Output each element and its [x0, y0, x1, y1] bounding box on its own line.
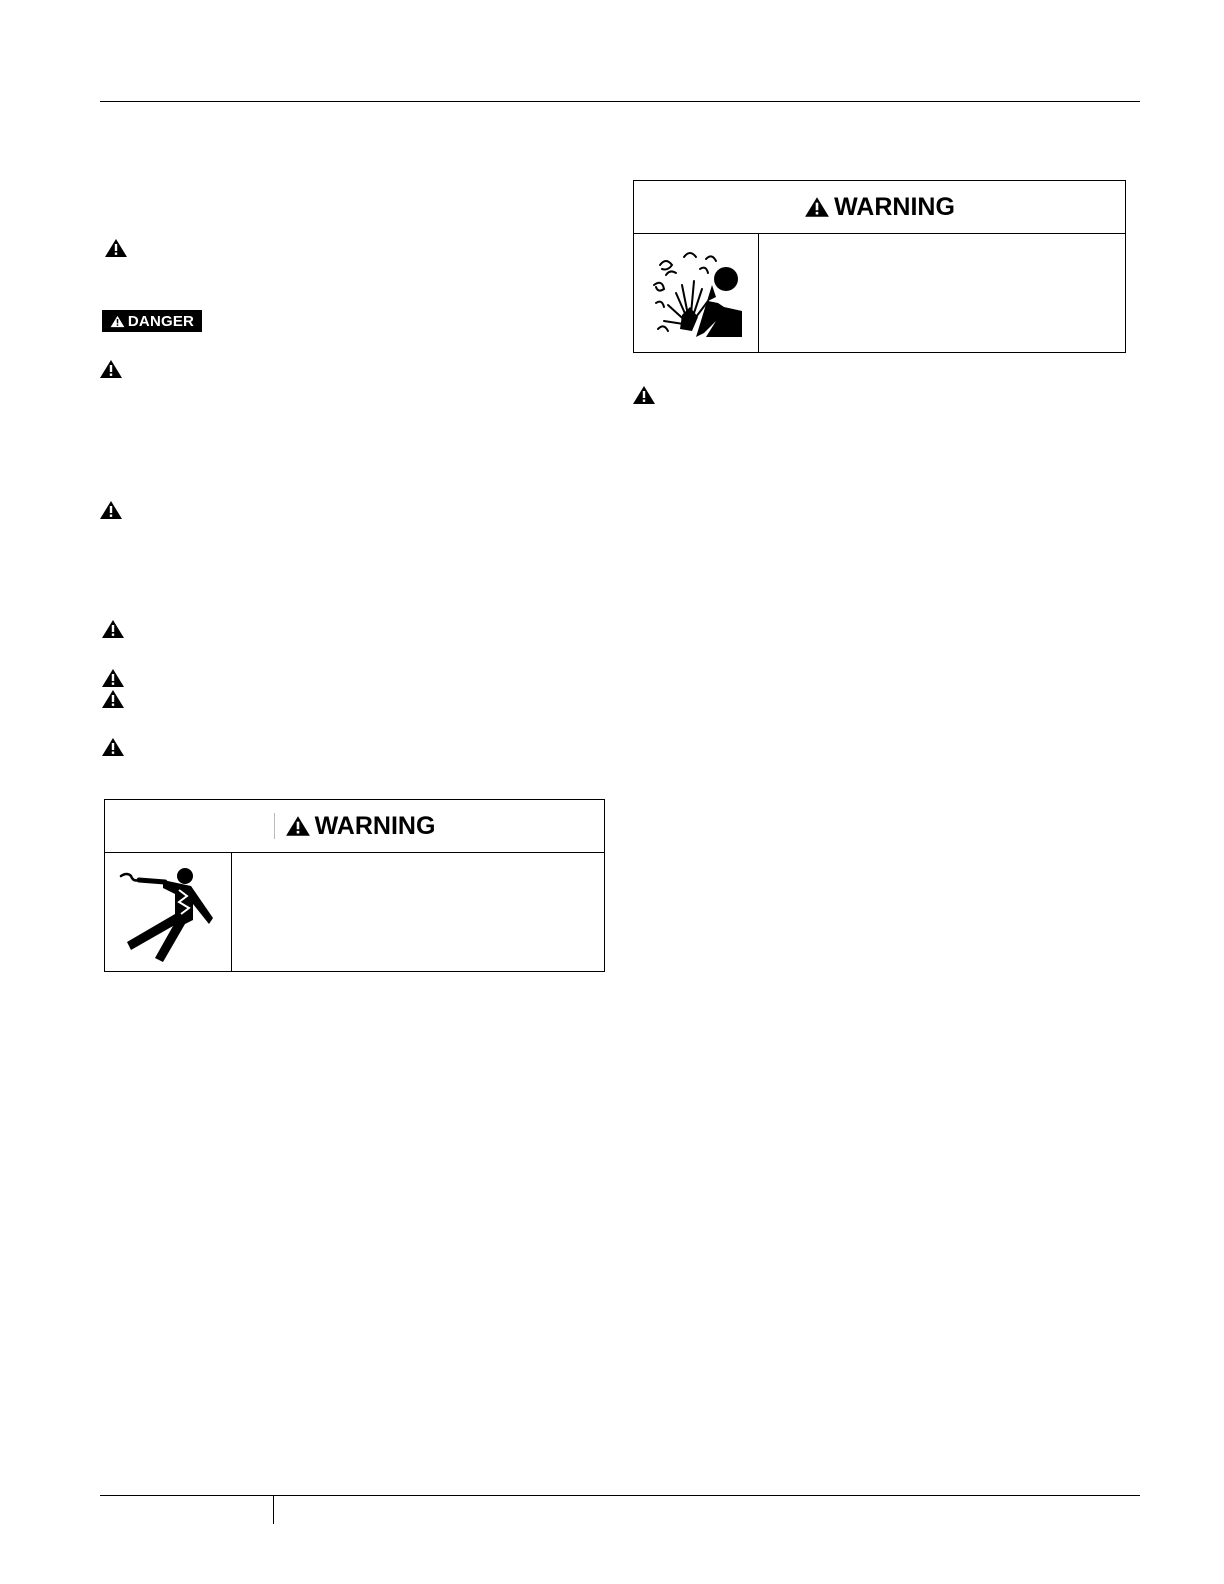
danger-label-text: DANGER — [127, 312, 195, 330]
warning-triangle-icon — [101, 689, 125, 709]
warning-triangle-icon — [99, 359, 123, 379]
warning-triangle-icon — [632, 385, 656, 405]
electric-shock-pictogram — [105, 853, 232, 971]
warning-box-heading — [105, 800, 604, 853]
warning-box-electric-shock — [104, 799, 605, 972]
electric-shock-icon — [113, 862, 223, 962]
warning-box-heading — [634, 181, 1125, 234]
warning-heading-text: WARNING — [314, 811, 436, 840]
warning-triangle-icon — [101, 668, 125, 688]
danger-signal-label — [102, 310, 202, 332]
warning-triangle-icon — [804, 196, 830, 218]
footer-rule — [100, 1495, 1140, 1496]
explosion-hazard-pictogram — [634, 234, 759, 352]
warning-box-explosion — [633, 180, 1126, 353]
warning-triangle-icon — [110, 315, 125, 328]
warning-triangle-icon — [104, 238, 128, 258]
footer-divider — [273, 1496, 274, 1524]
explosion-hazard-icon — [646, 245, 746, 341]
warning-triangle-icon — [101, 619, 125, 639]
warning-triangle-icon — [99, 500, 123, 520]
warning-triangle-icon — [101, 737, 125, 757]
heading-divider — [274, 813, 275, 839]
warning-heading-text: WARNING — [834, 192, 955, 221]
warning-triangle-icon — [285, 815, 311, 837]
header-rule — [100, 101, 1140, 102]
